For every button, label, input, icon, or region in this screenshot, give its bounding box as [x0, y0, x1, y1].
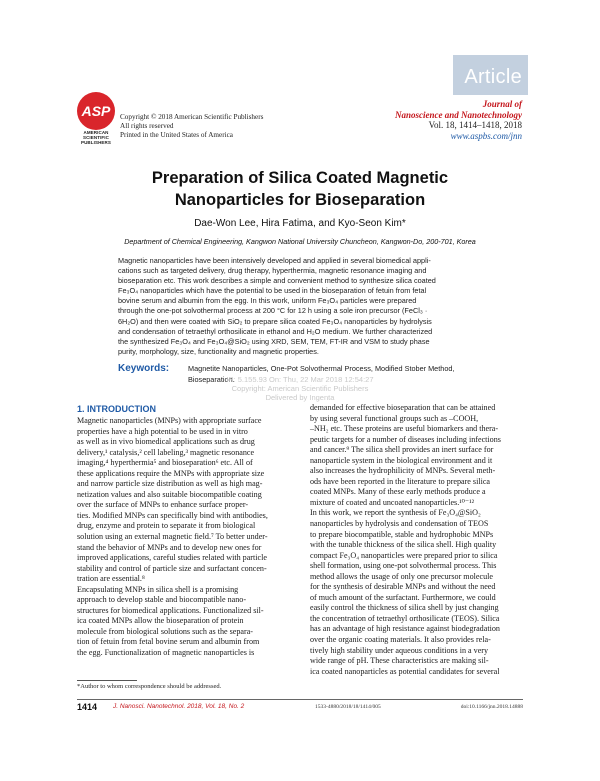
body-line: of much amount of the surfactant. Furthermore, we could	[310, 592, 496, 602]
publisher-logo	[77, 92, 115, 146]
publisher-logo-text: AMERICAN SCIENTIFIC PUBLISHERS	[80, 130, 111, 145]
body-line: also increases the hydrophilicity of MNPs. Several meth-	[310, 466, 496, 476]
keywords-line: Magnetite Nanoparticles, One-Pot Solvothermal Process, Modified Stober Method,	[188, 364, 455, 373]
body-line: with the tunable thickness of the silica shell. High quality	[310, 540, 497, 550]
body-line: peutic targets for a number of diseases including infections	[310, 434, 501, 444]
title-line: Nanoparticles for Bioseparation	[174, 191, 426, 209]
journal-name-line2: Nanoscience and Nanotechnology	[395, 109, 522, 120]
title-line: Preparation of Silica Coated Magnetic	[151, 169, 449, 187]
article-type-banner	[453, 55, 528, 95]
abstract-line: Magnetic nanoparticles have been intensively developed and applied in several biomedical appli-	[118, 256, 431, 265]
body-line: for the synthesis of desirable MNPs and without the need	[310, 582, 496, 592]
abstract-line: through the one-pot solvothermal process at 200 °C for 12 h using a sole iron precursor (FeCl₃ ·	[118, 306, 428, 316]
abstract-line: the synthesized Fe₃O₄ and Fe₃O₄@SiO₂ using XRD, SEM, TEM, FT-IR and VSM to study phase	[118, 336, 430, 346]
journal-url-link[interactable]: www.aspbs.com/jnn	[450, 130, 522, 141]
body-line: easily control the thickness of silica shell by just changing	[310, 603, 499, 613]
body-line: these applications require the MNPs with appropriate size	[77, 468, 265, 478]
keywords-label: Keywords:	[118, 363, 170, 374]
body-column-right	[310, 403, 522, 677]
body-line: solution using an external magnetic field.⁷ To better under-	[77, 532, 268, 542]
abstract-line: cations such as targeted delivery, drug therapy, hyperthermia, magnetic resonance imaging and	[118, 266, 427, 276]
body-line: ties. Modified MNPs can specifically bind with antibodies,	[77, 510, 268, 520]
body-line: delivery,¹ catalysis,² cell labeling,³ magnetic resonance	[77, 447, 255, 457]
body-line: compact Fe₃O₄ nanoparticles were prepared prior to silica	[310, 550, 498, 560]
page-number: 1414	[77, 702, 98, 712]
article-type-label: Article	[464, 66, 522, 88]
body-line: structures for biomedical applications. Functionalized sil-	[77, 605, 264, 615]
body-line: wide range of pH. These characteristics are making sil-	[310, 656, 489, 666]
body-line: approach to develop stable and biocompatible nano-	[77, 595, 247, 605]
body-line: improved applications, careful studies related with particle	[77, 553, 267, 563]
body-line: Magnetic nanoparticles (MNPs) with appropriate surface	[77, 416, 262, 425]
body-line: and cancer.⁹ The silica shell provides an inert surface for	[310, 445, 494, 455]
journal-name-line1: Journal of	[482, 99, 522, 109]
copyright-line: All rights reserved	[120, 122, 174, 130]
footer-journal-reference: J. Nanosci. Nanotechnol. 2018, Vol. 18, No. 2	[113, 703, 245, 710]
body-line: as well as in vivo biomedical applications such as drug	[77, 437, 255, 447]
body-line: nanoparticle system in the biological environment and it	[310, 455, 493, 465]
body-line: by using several functional groups such as –COOH,	[310, 413, 479, 423]
body-line: ica coated MNPs allow the bioseparation of protein	[77, 616, 244, 626]
body-line: over the surface of MNPs to enhance surface proper-	[77, 500, 249, 510]
body-line: has an advantage of high resistance against biodegradation	[310, 624, 500, 634]
body-line: mixture of coated and uncoated nanoparticles.¹⁰⁻¹²	[310, 497, 475, 507]
body-line: imaging,⁴ hyperthermia⁵ and bioseparation⁶ etc. All of	[77, 458, 253, 468]
abstract-line: and condensation of tetraethyl orthosilicate in ethanol and H₂O medium. We further characterized	[118, 326, 433, 336]
journal-volume: Vol. 18, 1414–1418, 2018	[428, 120, 522, 130]
abstract-line: 6H₂O) and then were coated with SiO₂ to prepare silica coated Fe₃O₄ nanoparticles by hydrolysis	[118, 316, 432, 326]
body-line: Encapsulating MNPs in silica shell is a promising	[77, 584, 239, 594]
body-line: to prepare biocompatible, stable and hydrophobic MNPs	[310, 529, 494, 539]
body-line: and narrow particle size distribution as well as high mag-	[77, 479, 263, 489]
body-line: over the organic coating materials. It also provides rela-	[310, 635, 491, 645]
body-line: method allows the usage of only one precursor molecule	[310, 571, 493, 581]
abstract-line: bioseparation etc. This work describes a simple and convenient method to synthesize silica coated	[118, 276, 436, 286]
watermark-line: Copyright: American Scientific Publishers	[231, 384, 369, 393]
paper-title	[70, 167, 530, 211]
footnote-divider	[77, 680, 137, 681]
body-line: ica coated nanoparticles as potential candidates for several	[310, 666, 500, 676]
body-line: nanoparticles by hydrolysis and condensation of TEOS	[310, 519, 489, 529]
body-line: tration are essential.⁸	[77, 574, 145, 584]
keywords-line: Bioseparation.	[188, 374, 235, 384]
body-line: demanded for effective bioseparation that can be attained	[310, 403, 496, 412]
body-line: ods have been reported in the literature to prepare silica	[310, 476, 491, 486]
section-heading-introduction: 1. INTRODUCTION	[77, 404, 157, 414]
body-line: tion of fetuin from fetal bovine serum and albumin from	[77, 637, 260, 647]
body-line: –NH₂ etc. These proteins are useful biomarkers and thera-	[310, 424, 499, 434]
body-column-left	[77, 416, 289, 659]
copyright-notice	[120, 113, 263, 140]
delivery-watermark	[180, 375, 420, 402]
footer-issn: 1533-4880/2018/18/1414/005	[315, 704, 381, 710]
correspondence-footnote: *Author to whom correspondence should be addressed.	[77, 683, 222, 690]
abstract-line: bovine serum and albumin from the egg. In this work, uniform Fe₃O₄ particles were prepared	[118, 296, 417, 306]
asp-logo-icon: ASP	[77, 92, 115, 130]
watermark-line: Delivered by Ingenta	[265, 393, 335, 402]
body-line: properties have a high potential to be used in in vitro	[77, 426, 248, 436]
abstract	[118, 256, 482, 357]
author-list: Dae-Won Lee, Hira Fatima, and Kyo-Seon Kim*	[194, 218, 406, 229]
body-line: netization values and also suitable biocompatible coating	[77, 489, 262, 499]
body-line: molecule from biological solutions such as the separa-	[77, 626, 253, 636]
footer-divider	[77, 699, 523, 700]
journal-info	[395, 99, 522, 141]
abstract-line: Fe₃O₄ nanoparticles which have the potential to be used in the bioseparation of fetuin from fetal	[118, 286, 427, 296]
body-line: coated MNPs. Many of these early methods produce a	[310, 487, 486, 497]
body-line: the egg. Functionalization of magnetic nanoparticles is	[77, 648, 255, 658]
body-line: the concentration of tetraethyl orthosilicate (TEOS). Silica	[310, 613, 500, 623]
copyright-line: Copyright © 2018 American Scientific Publishers	[120, 113, 264, 121]
author-affiliation: Department of Chemical Engineering, Kangwon National University Chuncheon, Kangwon-Do, 200-701, Korea	[124, 237, 476, 246]
body-line: stability and control of particle size and surfactant concen-	[77, 563, 267, 573]
body-line: tively high stability under aqueous conditions in a very	[310, 645, 489, 655]
copyright-line: Printed in the United States of America	[120, 131, 233, 139]
body-line: drug, enzyme and protein to separate it from biological	[77, 521, 256, 531]
watermark-line: IP: 5.155.93 On: Thu, 22 Mar 2018 12:54:27	[226, 375, 374, 384]
body-line: stand the behavior of MNPs and to develop new ones for	[77, 542, 262, 552]
abstract-line: purity, morphology, size, functionality and magnetic properties.	[118, 346, 319, 356]
body-line: In this work, we report the synthesis of Fe₃O₄@SiO₂	[310, 508, 481, 518]
body-line: shell formation, using one-pot solvothermal process. This	[310, 561, 497, 571]
footer-doi-link[interactable]: doi:10.1166/jnn.2018.14888	[460, 704, 523, 710]
